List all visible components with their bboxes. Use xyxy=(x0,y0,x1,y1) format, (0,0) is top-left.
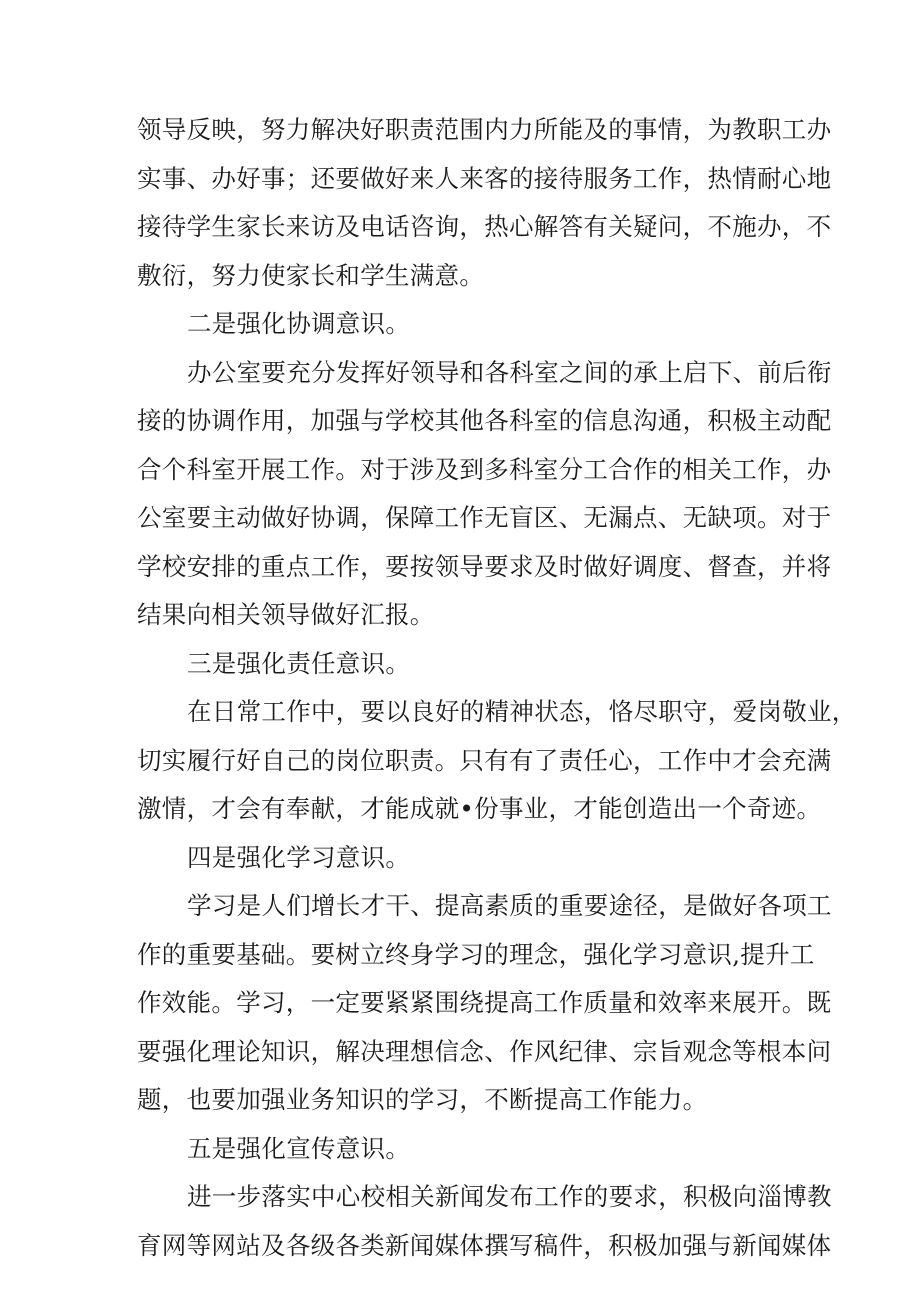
text-line: 要强化理论知识，解决理想信念、作风纪律、宗旨观念等根本问 xyxy=(137,1036,832,1066)
paragraph-start: 在日常工作中，要以良好的精神状态，恪尽职守，爱岗敬业， xyxy=(187,697,857,726)
text-line: 题，也要加强业务知识的学习，不断提高工作能力。 xyxy=(137,1085,708,1114)
text-line: 公室要主动做好协调，保障工作无盲区、无漏点、无缺项。对于 xyxy=(137,503,832,532)
section-heading: 四是强化学习意识。 xyxy=(187,842,411,872)
section-heading: 二是强化协调意识。 xyxy=(187,309,411,338)
text-line: 实事、办好事；还要做好来人来客的接待服务工作，热情耐心地 xyxy=(137,163,832,193)
text-line: 合个科室开展工作。对于涉及到多科室分工合作的相关工作，办 xyxy=(137,454,832,484)
document-body xyxy=(137,106,857,1270)
text-line: 接的协调作用，加强与学校其他各科室的信息沟通，积极主动配 xyxy=(137,406,832,435)
text-line: 领导反映，努力解决好职责范围内力所能及的事情，为教职工办 xyxy=(137,115,832,144)
paragraph-start: 办公室要充分发挥好领导和各科室之间的承上启下、前后衔 xyxy=(187,357,832,387)
text-line: 切实履行好自己的岗位职责。只有有了责任心，工作中才会充满 xyxy=(137,745,832,775)
paragraph-start: 学习是人们增长才干、提高素质的重要途径，是做好各项工 xyxy=(187,891,832,920)
text-line: 作效能。学习，一定要紧紧围绕提高工作质量和效率来展开。既 xyxy=(137,988,832,1017)
text-line: 学校安排的重点工作，要按领导要求及时做好调度、督查，并将 xyxy=(137,551,832,581)
text-line: 育网等网站及各级各类新闻媒体撰写稿件，积极加强与新闻媒体 xyxy=(137,1230,832,1260)
section-heading: 五是强化宣传意识。 xyxy=(187,1133,411,1163)
text-line: 作的重要基础。要树立终身学习的理念，强化学习意识,提升工 xyxy=(137,939,815,969)
paragraph-start: 进一步落实中心校相关新闻发布工作的要求，积极向淄博教 xyxy=(187,1182,832,1211)
text-line: 接待学生家长来访及电话咨询，热心解答有关疑问，不施办，不 xyxy=(137,212,832,241)
text-line: 激情，才会有奉献，才能成就•份事业，才能创造出一个奇迹。 xyxy=(137,794,822,823)
text-line: 敷衍，努力使家长和学生满意。 xyxy=(137,260,485,290)
section-heading: 三是强化责任意识。 xyxy=(187,648,411,678)
text-line: 结果向相关领导做好汇报。 xyxy=(137,600,435,629)
